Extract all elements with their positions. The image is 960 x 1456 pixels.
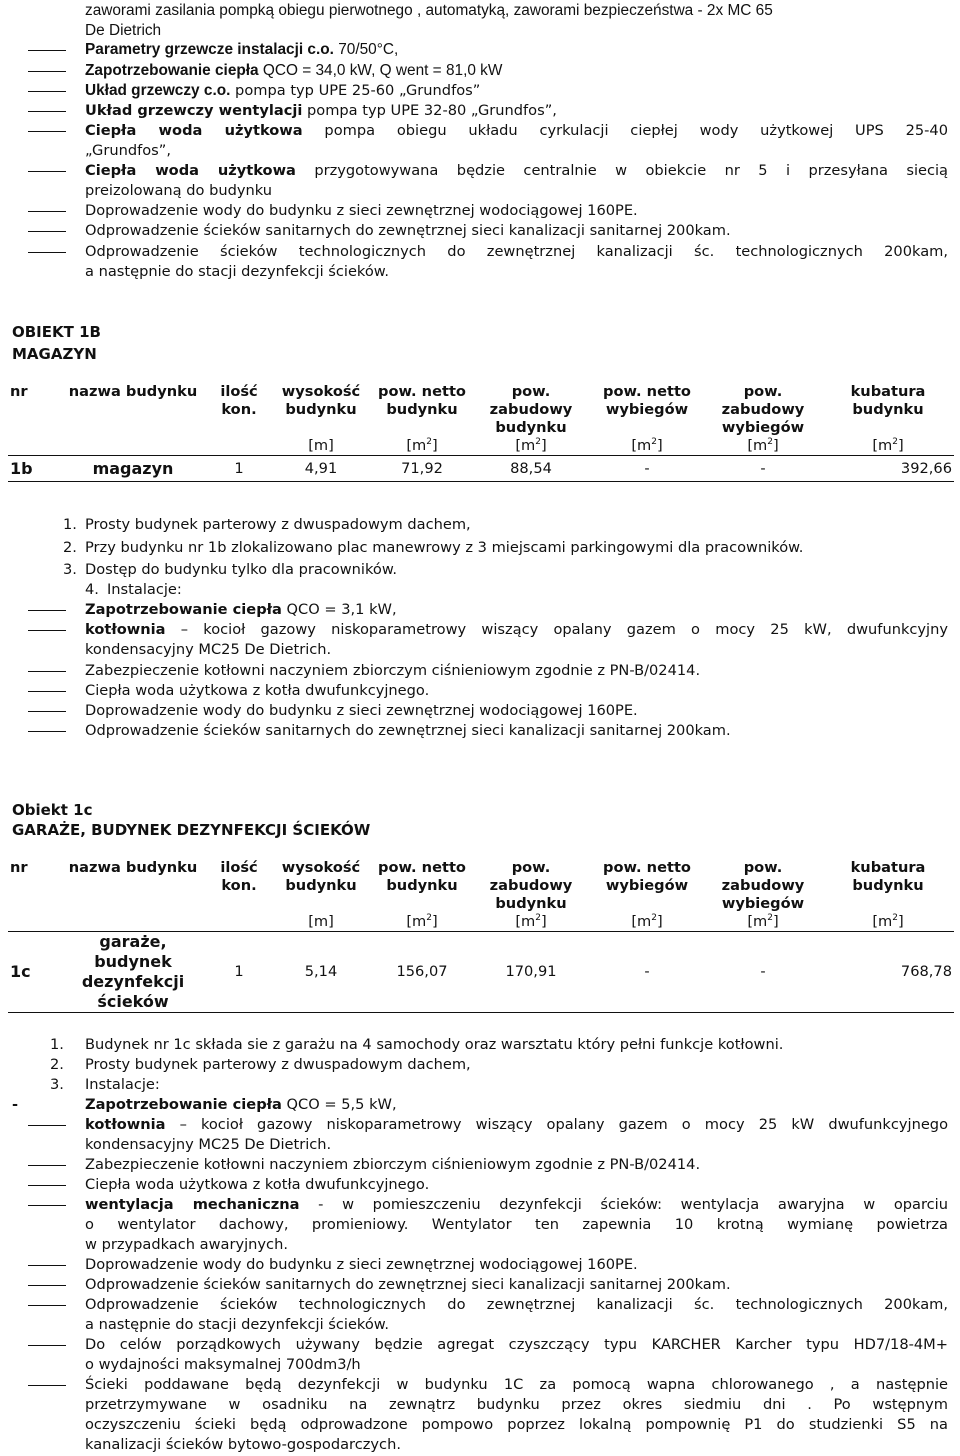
- th-pow-zabudowy: pow. zabudowy budynku: [489, 383, 573, 436]
- unit-m: [m]: [270, 437, 372, 456]
- list-num: 2.: [63, 539, 77, 556]
- cell-ilosc: 1: [208, 456, 270, 482]
- list-item: Dostęp do budynku tylko dla pracowników.: [85, 561, 398, 578]
- cell-wysokosc: 4,91: [270, 456, 372, 482]
- th-pow-zabudowy-wybiegow: pow. zabudowy wybiegów: [721, 383, 805, 436]
- item-text: przygotowywana będzie centralnie w obiekcie nr 5 i przesyłana siecią: [295, 162, 949, 179]
- th-pow-netto: pow. netto budynku: [378, 383, 466, 418]
- item-text: Zabezpieczenie kotłowni naczyniem zbiorczym ciśnieniowym zgodnie z PN-B/02414.: [85, 1156, 701, 1173]
- th-wysokosc: wysokość budynku: [281, 383, 361, 418]
- item-text-cont: w przypadkach awaryjnych.: [85, 1236, 288, 1253]
- item-text: Do celów porządkowych używany będzie agregat czyszczący typu KARCHER Karcher typu HD7/18-4M+: [85, 1336, 948, 1353]
- th-wysokosc: wysokość budynku: [281, 859, 361, 894]
- cell-pow-zabudowy-wybiegow: -: [704, 456, 822, 482]
- unit-m2: $[m^2]$: [472, 437, 590, 456]
- item-text: – kocioł gazowy niskoparametrowy wiszący opalany gazem o mocy 25 kW dwufunkcyjnego: [165, 1116, 948, 1133]
- cell-wysokosc: 5,14: [270, 932, 372, 1013]
- section-title-1b: OBIEKT 1B: [12, 323, 101, 341]
- section-subtitle-1c: GARAŻE, BUDYNEK DEZYNFEKCJI ŚCIEKÓW: [12, 821, 371, 839]
- item-bold: Ciepła woda użytkowa: [85, 162, 296, 179]
- dash-marker: [28, 131, 66, 132]
- th-pow-netto-wybiegow: pow. netto wybiegów: [603, 383, 691, 418]
- dash-marker: [28, 691, 66, 692]
- dash-marker: [28, 731, 66, 732]
- item-text: Odprowadzenie ścieków technologicznych do zewnętrznej kanalizacji śc. technologicznych 200kam,: [85, 1296, 948, 1313]
- list-num: 3.: [50, 1076, 64, 1093]
- cell-pow-zabudowy: 170,91: [472, 932, 590, 1013]
- item-bold: Ciepła woda użytkowa: [85, 122, 303, 139]
- cell-nazwa: garaże, budynek dezynfekcji ścieków: [58, 932, 208, 1013]
- list-num: 1.: [50, 1036, 64, 1053]
- dash-marker: [28, 1385, 66, 1386]
- dash-marker: [28, 711, 66, 712]
- unit-m2: $[m^2]$: [372, 913, 472, 932]
- table-row: [8, 932, 954, 1013]
- item-text: Ciepła woda użytkowa z kotła dwufunkcyjnego.: [85, 682, 430, 699]
- cell-pow-zabudowy: 88,54: [472, 456, 590, 482]
- item-text: Doprowadzenie wody do budynku z sieci zewnętrznej wodociągowej 160PE.: [85, 1256, 638, 1273]
- dash-marker: [28, 252, 66, 253]
- item-text-cont: o wydajności maksymalnej 700dm3/h: [85, 1356, 361, 1373]
- th-pow-zabudowy-wybiegow: pow. zabudowy wybiegów: [721, 859, 805, 912]
- dash-marker: [28, 71, 66, 72]
- dash-marker: [28, 671, 66, 672]
- cell-kubatura: 392,66: [822, 456, 954, 482]
- list-item: Budynek nr 1c składa sie z garażu na 4 samochody oraz warsztatu który pełni funkcje kotłowni.: [85, 1036, 784, 1053]
- item-text: Zabezpieczenie kotłowni naczyniem zbiorczym ciśnieniowym zgodnie z PN-B/02414.: [85, 662, 701, 679]
- continuation-line-2: De Dietrich: [85, 22, 162, 39]
- list-num: 3.: [63, 561, 77, 578]
- cell-nr: 1b: [8, 456, 58, 482]
- item-text: Doprowadzenie wody do budynku z sieci zewnętrznej wodociągowej 160PE.: [85, 702, 638, 719]
- dash-marker: [28, 630, 66, 631]
- item-bold: Zapotrzebowanie ciepła: [85, 601, 282, 618]
- item-text: pompa typ UPE 25-60 „Grundfos”: [230, 82, 481, 99]
- cell-pow-netto: 71,92: [372, 456, 472, 482]
- dash-marker: [28, 91, 66, 92]
- unit-m2: $[m^2]$: [822, 437, 954, 456]
- spec-table-1c: [8, 859, 954, 1013]
- dash-marker: [28, 50, 66, 51]
- dash-marker: [28, 1205, 66, 1206]
- cell-pow-netto: 156,07: [372, 932, 472, 1013]
- item-text: – kocioł gazowy niskoparametrowy wiszący opalany gazem o mocy 25 kW, dwufunkcyjny: [165, 621, 948, 638]
- dash-marker: [28, 1125, 66, 1126]
- cell-ilosc: 1: [208, 932, 270, 1013]
- th-nazwa: nazwa budynku: [68, 383, 198, 400]
- section-subtitle-1b: MAGAZYN: [12, 345, 97, 363]
- th-nr: nr: [10, 859, 28, 876]
- dash-marker: [28, 1185, 66, 1186]
- th-pow-zabudowy: pow. zabudowy budynku: [489, 859, 573, 912]
- cell-pow-zabudowy-wybiegow: -: [704, 932, 822, 1013]
- unit-m2: $[m^2]$: [472, 913, 590, 932]
- item-text-cont: „Grundfos”,: [85, 142, 171, 159]
- item-text-cont: oczyszczeniu ścieki będą odprowadzone pompowo poprzez lokalną pompownię P1 do studzienki S5 na: [85, 1416, 948, 1433]
- item-text: pompa typ UPE 32-80 „Grundfos”,: [302, 102, 557, 119]
- item-bold: Parametry grzewcze instalacji c.o.: [85, 41, 334, 58]
- item-text-cont: przetrzymywane w osadniku na zewnątrz budynku przez okres siedmiu dni . Po wstępnym: [85, 1396, 948, 1413]
- item-bold: wentylacja mechaniczna: [85, 1196, 300, 1213]
- spec-table-1b: [8, 383, 954, 482]
- item-text: Ciepła woda użytkowa z kotła dwufunkcyjnego.: [85, 1176, 430, 1193]
- section-title-1c: Obiekt 1c: [12, 801, 93, 819]
- item-text: Ścieki poddawane będą dezynfekcji w budynku 1C za pomocą wapna chlorowanego , a następnie: [85, 1376, 948, 1393]
- dash-marker: [28, 211, 66, 212]
- unit-m2: $[m^2]$: [590, 913, 704, 932]
- dash-marker: [28, 610, 66, 611]
- item-text: Odprowadzenie ścieków technologicznych do zewnętrznej kanalizacji śc. technologicznych 200kam,: [85, 243, 948, 260]
- item-text: - w pomieszczeniu dezynfekcji ścieków: wentylacja awaryjna w oparciu: [299, 1196, 948, 1213]
- th-ilosc: ilość kon.: [220, 859, 258, 894]
- dash-marker: [28, 111, 66, 112]
- item-text: Odprowadzenie ścieków sanitarnych do zewnętrznej sieci kanalizacji sanitarnej 200kam.: [85, 1276, 731, 1293]
- item-bold: Układ grzewczy wentylacji: [85, 102, 303, 119]
- table-units-row: [8, 913, 954, 932]
- item-text-cont: kondensacyjny MC25 De Dietrich.: [85, 641, 332, 658]
- unit-m2: $[m^2]$: [822, 913, 954, 932]
- item-bold: kotłownia: [85, 1116, 166, 1133]
- unit-m2: $[m^2]$: [590, 437, 704, 456]
- list-num: 1.: [63, 516, 77, 533]
- list-item: Prosty budynek parterowy z dwuspadowym dachem,: [85, 516, 471, 533]
- item-text-cont: a następnie do stacji dezynfekcji ścieków.: [85, 263, 390, 280]
- th-nr: nr: [10, 383, 28, 400]
- item-bold: Układ grzewczy c.o.: [85, 82, 231, 99]
- list-item: Prosty budynek parterowy z dwuspadowym dachem,: [85, 1056, 471, 1073]
- table-row: [8, 456, 954, 482]
- table-header-row: [8, 383, 954, 437]
- list-num: 2.: [50, 1056, 64, 1073]
- item-text: Odprowadzenie ścieków sanitarnych do zewnętrznej sieci kanalizacji sanitarnej 200kam.: [85, 722, 731, 739]
- item-text-cont: o wentylator dachowy, promieniowy. Wentylator ten zapewnia 10 krotną wymianę powietrza: [85, 1216, 948, 1233]
- continuation-line-1: zaworami zasilania pompką obiegu pierwotnego , automatyką, zaworami bezpieczeństwa - 2x MC 65: [85, 2, 773, 19]
- unit-m2: $[m^2]$: [704, 913, 822, 932]
- item-text-cont: a następnie do stacji dezynfekcji ścieków.: [85, 1316, 390, 1333]
- cell-kubatura: 768,78: [822, 932, 954, 1013]
- th-pow-netto: pow. netto budynku: [378, 859, 466, 894]
- item-bold: Zapotrzebowanie ciepła: [85, 62, 259, 79]
- th-ilosc: ilość kon.: [220, 383, 258, 418]
- item-bold: kotłownia: [85, 621, 166, 638]
- item-text: 70/50°C,: [333, 41, 399, 58]
- dash-marker: [28, 1305, 66, 1306]
- th-kubatura: kubatura budynku: [850, 859, 926, 894]
- item-text: Doprowadzenie wody do budynku z sieci zewnętrznej wodociągowej 160PE.: [85, 202, 638, 219]
- unit-m2: $[m^2]$: [372, 437, 472, 456]
- table-units-row: [8, 437, 954, 456]
- th-kubatura: kubatura budynku: [850, 383, 926, 418]
- dash-marker: [28, 1285, 66, 1286]
- item-text: QCO = 3,1 kW,: [281, 601, 397, 618]
- item-bold: Zapotrzebowanie ciepła: [85, 1096, 282, 1113]
- item-text: QCO = 34,0 kW, Q went = 81,0 kW: [258, 62, 503, 79]
- list-item: Przy budynku nr 1b zlokalizowano plac manewrowy z 3 miejscami parkingowymi dla pracowników.: [85, 539, 804, 556]
- item-text: QCO = 5,5 kW,: [281, 1096, 397, 1113]
- item-text-cont: kondensacyjny MC25 De Dietrich.: [85, 1136, 332, 1153]
- list-item: Instalacje:: [85, 1076, 160, 1093]
- dash-marker: [28, 1265, 66, 1266]
- table-header-row: [8, 859, 954, 913]
- item-text-cont: kanalizacji ścieków bytowo-gospodarczych.: [85, 1436, 401, 1453]
- dash-marker: [28, 231, 66, 232]
- dash-marker: [28, 1165, 66, 1166]
- cell-nazwa: magazyn: [58, 456, 208, 482]
- list-item: Instalacje:: [107, 581, 182, 598]
- hyphen-marker: -: [12, 1096, 19, 1113]
- dash-marker: [28, 1345, 66, 1346]
- th-pow-netto-wybiegow: pow. netto wybiegów: [603, 859, 691, 894]
- dash-marker: [28, 171, 66, 172]
- cell-nr: 1c: [8, 932, 58, 1013]
- item-text: pompa obiegu układu cyrkulacji ciepłej wody użytkowej UPS 25-40: [302, 122, 948, 139]
- th-nazwa: nazwa budynku: [68, 859, 198, 876]
- item-text-cont: preizolowaną do budynku: [85, 182, 273, 199]
- cell-pow-netto-wybiegow: -: [590, 456, 704, 482]
- item-text: Odprowadzenie ścieków sanitarnych do zewnętrznej sieci kanalizacji sanitarnej 200kam.: [85, 222, 731, 239]
- unit-m2: $[m^2]$: [704, 437, 822, 456]
- unit-m: [m]: [270, 913, 372, 932]
- list-num: 4.: [85, 581, 99, 598]
- cell-pow-netto-wybiegow: -: [590, 932, 704, 1013]
